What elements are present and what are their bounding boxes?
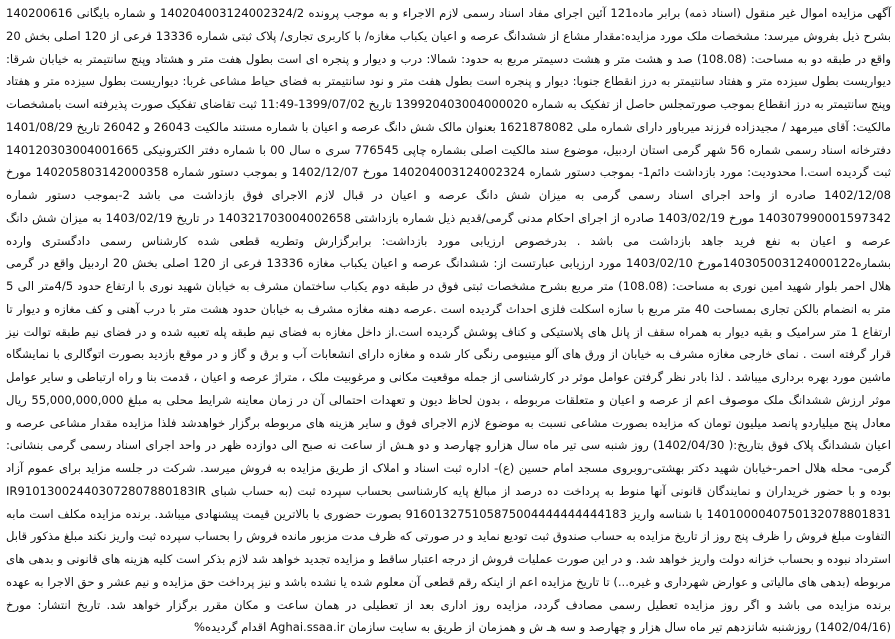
auction-notice-text: آگهی مزایده اموال غیر منقول (اسناد ذمه) برابر ماده121 آئین اجرای مفاد اسناد رسمی لازم الاجراء و به موجب پرونده 140204003124002324/2 و شماره بایگانی 140200616 بشرح ذیل بفروش میرسد: مشخصات ملک مورد مزایده:مقدار مشاع از ششدانگ عرصه و اعیان یکباب مغازه/ با کاربری تجاری/ پلاک ثبتی شماره 13336 فرعی از 120 اصلی بخش 20 واقع در طبقه دو به مساحت: (108.08) صد و هشت متر و هشت دسیمتر مربع به حدود: شمالا: درب و دیوار و پنجره ای است بطول هفت متر و هشتاد وپنج سانتیمتر به خیابان شرقا: دیواریست بطول سیزده متر و هفتاد سانتیمتر به درز انقطاع جنوبا: دیوار و پنجره است بطول هفت متر و نود سانتیمتر به فضای حیاط مشاعی غربا: دیواریست بطول سیزده متر و هفتاد وپنج سانتیمتر به درز انقطاع بموجب صورتمجلس حاصل از تفکیک به شماره 139920403004000020 تاریخ 1399/07/02-11:49 ثبت تقاضای تفکیک صورت پذیرفته است بامشخصات مالکیت: آقای میرمهد / مجیدزاده فرزند میرباور دارای شماره ملی 1621878082 بعنوان مالک شش دانگ عرصه و اعیان با شماره مستند مالکیت 26043 و 26042 تاریخ 1401/08/29 دفترخانه اسناد رسمی شماره 56 شهر گرمی استان اردبیل، موضوع سند مالکیت اصلی بشماره چاپی 776545 سری ه سال 00 با شماره دفتر الکترونیکی 140120303004001665 ثبت گردیده است.ا محدودیت: مورد بازداشت دائم1- بموجب دستور شماره 140204003124002324 مورخ 1402/12/07 و بموجب دستور شماره 140205803142000358 مورخ 1402/12/08 صادره از واحد اجرای اسناد رسمی گرمی به میزان شش دانگ عرصه و اعیان در قبال لازم الاجرای فوق بازداشت می باشد 2-بموجب دستور شماره 140307990001597342 مورخ 1403/02/19 صادره از اجرای احکام مدنی گرمی/قدیم ذیل شماره بازداشتی 140321703004002658 در تاریخ 1403/02/19 به میزان شش دانگ عرصه و اعیان به نفع فرید جاهد بازداشت می باشد . بدرخصوص ارزیابی مورد بازداشت: برابرگزارش وتطریه قطعی شده کارشناس رسمی دادگستری وارده بشماره140305003124000122مورخ 1403/02/10 مورد ارزیابی عبارتست از: ششدانگ عرصه و اعیان یکباب مغازه 13336 فرعی از 120 اصلی بخش 20 اردبیل واقع در گرمی هلال احمر بلوار شهید امین نوری به مساحت: (108.08) متر مربع بشرح مشخصات ثبتی فوق در طبقه دوم یکباب ساختمان مشرف به خیابان شهید نوری با ارتفاع حدود 4/5متر الی 5 متر به انضمام بالکن تجاری بمساحت 40 متر مربع با سازه اسکلت فلزی احداث گردیده است .عرصه دهنه مغازه مشرف به خیابان حدود هشت متر با درب آهنی و کف مغازه و دیوار تا ارتفاع 1 متر سرامیک و بقیه دیوار به همراه سقف از پانل های پلاستیکی و کناف پوشش گردیده است.از داخل مغازه به فضای نیم طبقه پله تعبیه شده و در فضای نیم طبقه توالت نیز قرار گرفته است . نمای خارجی مغازه مشرف به خیابان از ورق های آلو مینیومی رنگی کار شده و مغازه دارای انشعابات آب و برق و گاز و در موقع بازدید بصورت اتوگالری با نمایشگاه ماشین مورد بهره برداری میباشد . لذا بادر نظر گرفتن عوامل موثر در کارشناسی از جمله موقعیت مکانی و مرغوبیت ملک ، متراژ عرصه و اعیان ، قدمت بنا و راه ارتباطی و سایر عوامل موثر ارزش ششدانگ ملک موصوف اعم از عرصه و اعیان و متعلقات مربوطه ، بدون لحاظ دیون و تعهدات احتمالی آن در زمان معاینه شرایط محلی به مبلغ 55,000,000,000 ریال معادل پنج میلیاردو پانصد میلیون تومان که مزایده بصورت مشاعی نسبت به موضوع لازم الاجرای فوق و سایر هزینه های مربوطه برگزار خواهدشد فلذا مزایده مقدار مشاعی عرصه و اعیان ششدانگ پلاک فوق بتاریخ:( 1402/04/30) روز شنبه سی تیر ماه سال هزارو چهارصد و دو هـش از ساعت نه صبح الی دوازده ظهر در واحد اجرای اسناد رسمی گرمی بنشانی: گرمی- محله هلال احمر-خیابان شهید دکتر بهشتی-روبروی مسجد امام حسین (ع)- اداره ثبت اسناد و املاک از طریق مزایده به فروش میرسد. شرکت در جلسه مزاید برای عموم آزاد بوده و با حضور خریداران و نمایندگان قانونی آنها منوط به پرداخت ده درصد از مبالغ پایه کارشناسی بحساب سپرده ثبت (به حساب شبای IR910130024403072807880183IR 1401000040750132078801831 با شناسه واریز 916013275105875004444444444183 بصورت حضوری با بالاترین قیمت پیشنهادی میباشد. برنده مزایده مکلف است مابه التفاوت مبلغ فروش را ظرف پنج روز از تاریخ مزایده به حساب صندوق ثبت تودیع نماید و در صورتی که ظرف مدت مزبور مانده فروش را بحساب سپرده ثبت واریز نکند مبلغ مذکور قابل استرداد نبوده و بحساب خزانه دولت واریز خواهد شد. و در این صورت عملیات فروش از درجه اعتبار ساقط و مزایده تجدید خواهد شد لازم بذکر است کلیه هزینه های قانونی و بدهی های مربوطه (بدهی های مالیاتی و عوارض شهرداری و غیره...) تا تاریخ مزایده اعم از اینکه رقم قطعی آن معلوم شده یا نشده باشد و نیز پرداخت حق مزایده و نیم عشر و حق الاجرا به عهده برنده مزایده می باشد و اگر روز مزایده تعطیل رسمی مصادف گردد، مزایده روز اداری بعد از تعطیلی در همان ساعت و مکان مقرر برگزار خواهد شد. تاریخ انتشار: مورخ (1402/04/16) روزشنبه شانزدهم تیر ماه سال هزار و چهارصد و سه هـ ش و همزمان از طریق به سایت سازمان Aghai.ssaa.ir اقدام گردیده% xyxy=(6,6,892,635)
